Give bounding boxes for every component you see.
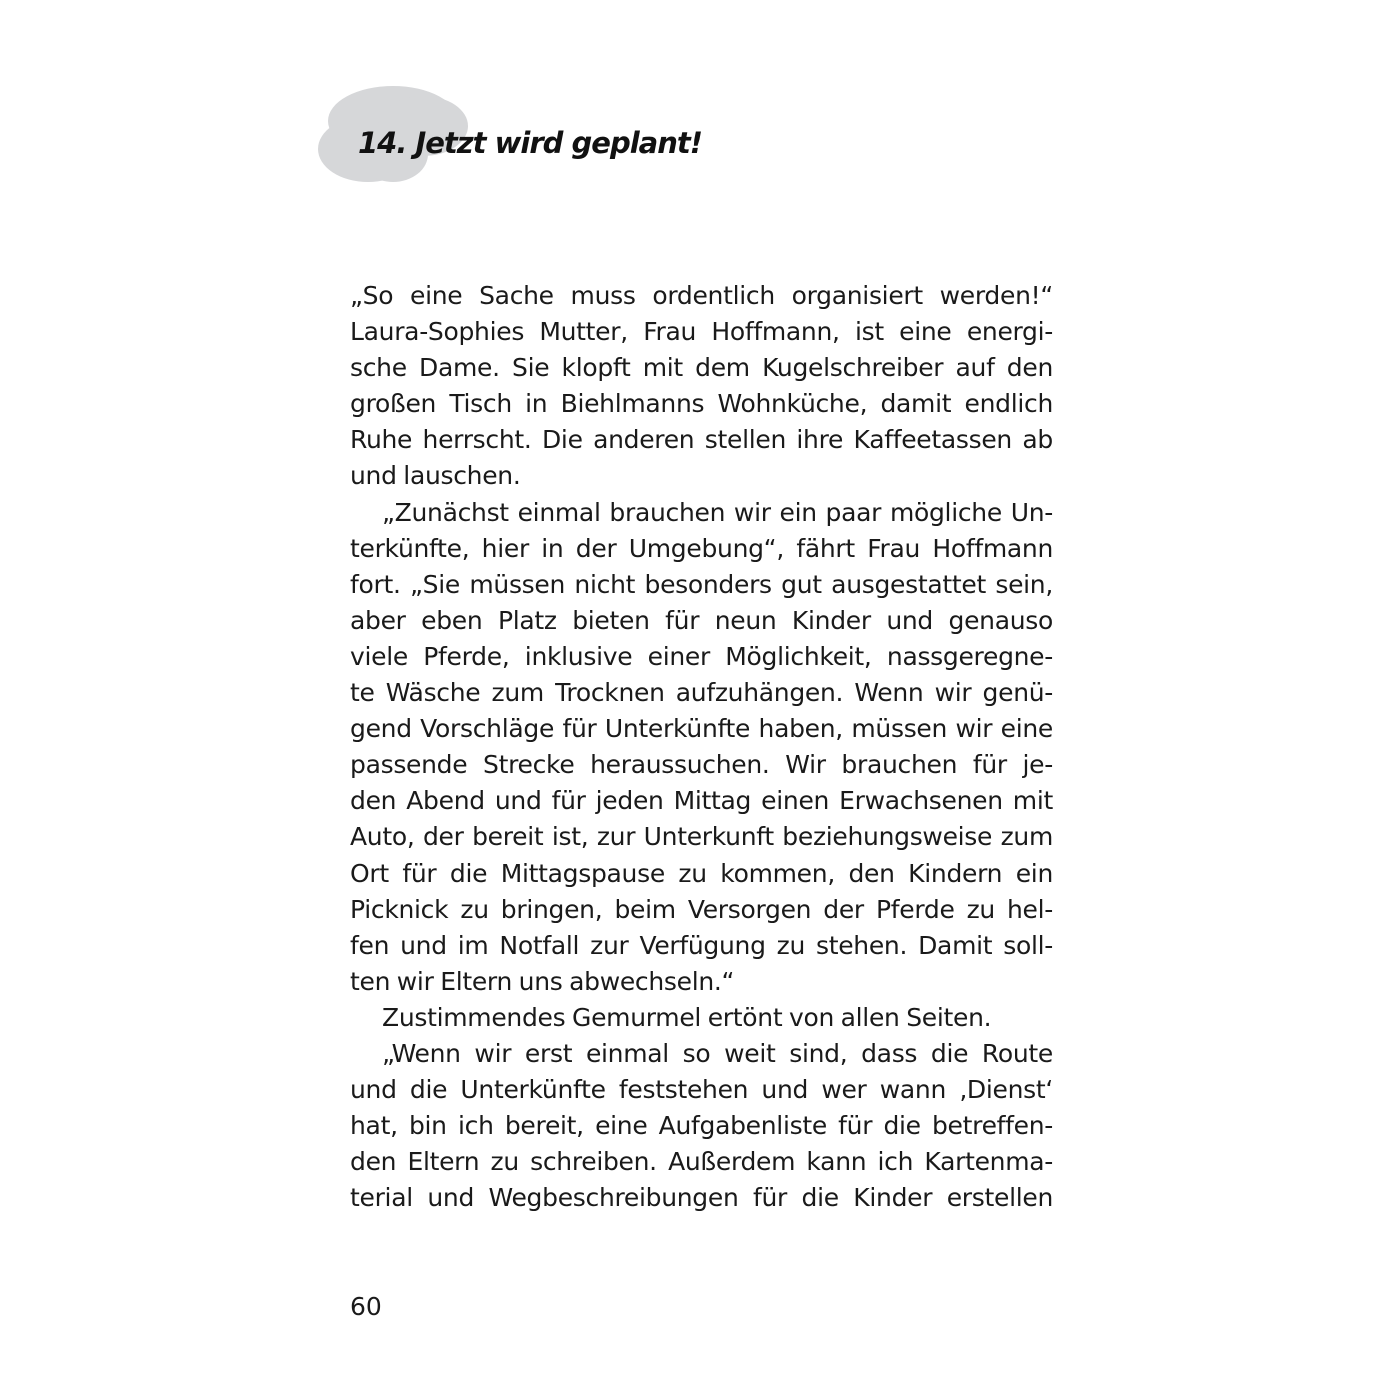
text-line: Picknick zu bringen, beim Versorgen der Pferde zu hel- [350,894,1053,924]
text-line: passende Strecke heraussuchen. Wir brauchen für je- [350,750,1053,780]
text-line: viele Pferde, inklusive einer Möglichkeit, nassgeregne- [350,641,1053,671]
body-text [350,278,1053,1216]
text-line: fort. „Sie müssen nicht besonders gut ausgestattet sein, [350,569,1053,599]
text-line: fen und im Notfall zur Verfügung zu stehen. Damit soll- [350,930,1053,960]
text-line: „So eine Sache muss ordentlich organisiert werden!“ [350,281,1053,310]
text-line: gend Vorschläge für Unterkünfte haben, müssen wir eine [350,714,1053,744]
text-line: Auto, der bereit ist, zur Unterkunft beziehungsweise zum [350,822,1053,852]
chapter-title: 14. Jetzt wird geplant! [358,126,702,160]
text-line: hat, bin ich bereit, eine Aufgabenliste für die betreffen- [350,1111,1053,1141]
text-line: Laura-Sophies Mutter, Frau Hoffmann, ist eine energi- [350,317,1053,347]
text-line: ten wir Eltern uns abwechseln.“ [350,966,735,996]
text-line: Zustimmendes Gemurmel ertönt von allen Seiten. [382,1002,992,1032]
text-line: aber eben Platz bieten für neun Kinder und genauso [350,605,1053,635]
text-line: sche Dame. Sie klopft mit dem Kugelschreiber auf den [350,353,1053,383]
text-line: großen Tisch in Biehlmanns Wohnküche, damit endlich [350,389,1053,419]
text-line: terkünfte, hier in der Umgebung“, fährt Frau Hoffmann [350,533,1053,563]
text-line: terial und Wegbeschreibungen für die Kinder erstellen [350,1183,1053,1213]
text-line: Ruhe herrscht. Die anderen stellen ihre Kaffeetassen ab [350,425,1053,455]
text-line: und die Unterkünfte feststehen und wer wann ‚Dienst‘ [350,1075,1053,1105]
text-line: und lauschen. [350,461,521,491]
text-line: den Abend und für jeden Mittag einen Erwachsenen mit [350,786,1053,816]
text-line: „Zunächst einmal brauchen wir ein paar mögliche Un- [382,497,1053,527]
page-number: 60 [350,1292,382,1321]
text-line: „Wenn wir erst einmal so weit sind, dass die Route [382,1038,1053,1068]
text-line: den Eltern zu schreiben. Außerdem kann ich Kartenma- [350,1147,1053,1177]
text-line: te Wäsche zum Trocknen aufzuhängen. Wenn wir genü- [350,678,1053,708]
text-line: Ort für die Mittagspause zu kommen, den Kindern ein [350,858,1053,888]
